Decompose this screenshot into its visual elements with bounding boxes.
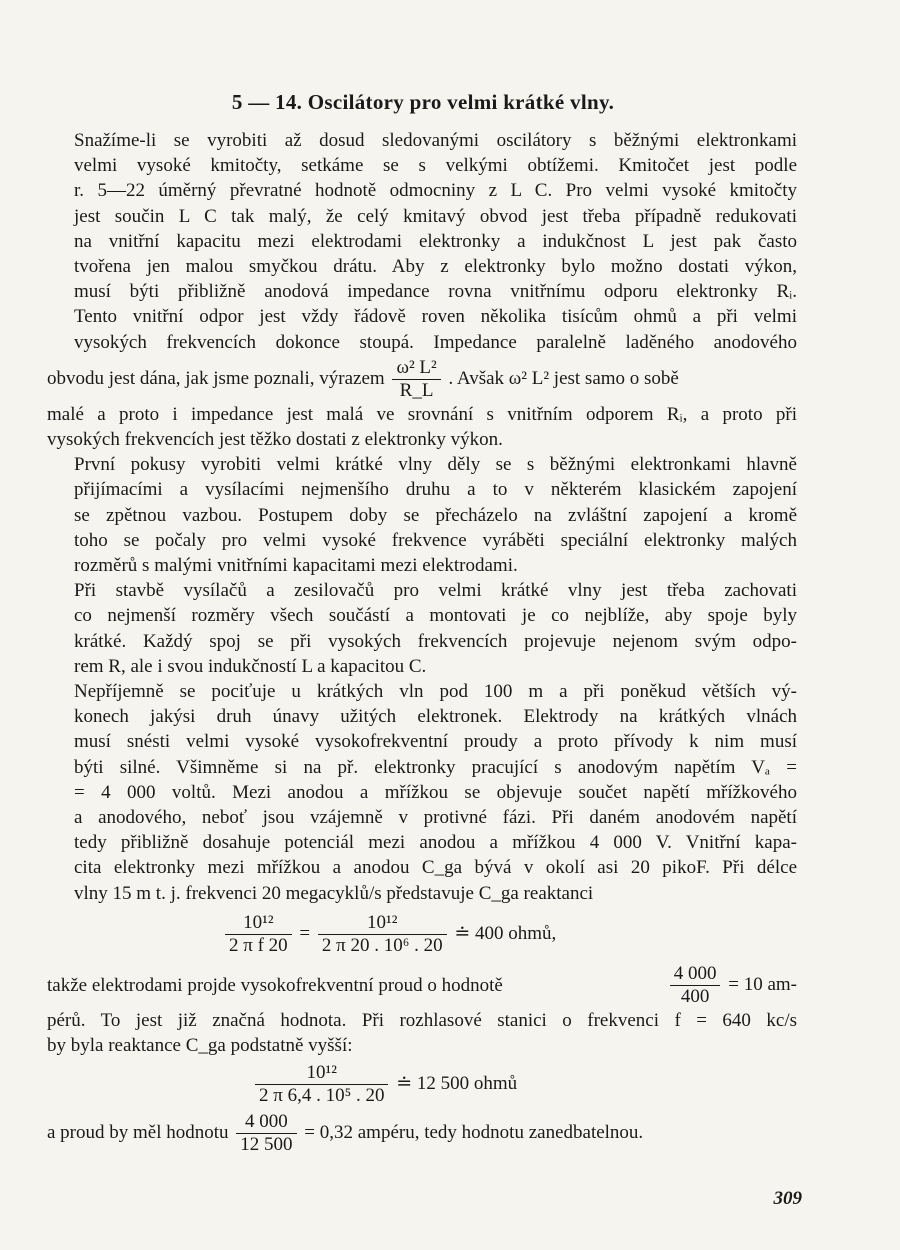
formula-text: obvodu jest dána, jak jsme poznali, výrazem — [47, 367, 385, 389]
text-line: Nepříjemně se pociťuje u krátkých vln pod 100 m a při poněkud větších vý- — [74, 681, 797, 703]
equation-result: ≐ 400 ohmů, — [454, 922, 557, 944]
text-line: Při stavbě vysílačů a zesilovačů pro velmi krátké vlny jest třeba zachovati — [74, 580, 797, 602]
text-line: velmi vysoké kmitočty, setkáme se s velkými obtížemi. Kmitočet jest podle — [74, 155, 797, 177]
fraction-denominator: 2 π 6,4 . 10⁵ . 20 — [255, 1084, 388, 1107]
fraction-numerator: 10¹² — [243, 911, 274, 933]
text-line: rozměrů s malými vnitřními kapacitami mezi elektrodami. — [74, 555, 518, 577]
fraction-denominator: 400 — [670, 985, 721, 1008]
text-line: konech jakýsi druh únavy užitých elektronek. Elektrody na krátkých vlnách — [74, 706, 797, 728]
text-line: r. 5—22 úměrný převratné hodnotě odmocniny z L C. Pro velmi vysoké kmitočty — [74, 180, 797, 202]
equation-fraction — [255, 1062, 388, 1107]
fraction-denominator: 12 500 — [236, 1133, 296, 1156]
text-line: na vnitřní kapacitu mezi elektrodami elektronky a indukčnost L jest pak často — [74, 230, 797, 252]
equals-sign: = — [299, 922, 311, 944]
reactance-equation — [222, 912, 797, 957]
formula-text: a proud by měl hodnotu — [47, 1122, 229, 1144]
text-line: a anodového, neboť jsou vzájemně v protivné fázi. Při daném anodovém napětí — [74, 807, 797, 829]
final-current-fraction — [236, 1111, 296, 1156]
paragraph-3 — [47, 578, 797, 679]
page-number: 309 — [773, 1188, 802, 1209]
text-line: Snažíme-li se vyrobiti až dosud sledovanými oscilátory s běžnými elektronkami — [74, 130, 797, 151]
fraction-numerator: ω² L² — [396, 356, 437, 378]
text-line: cita elektronky mezi mřížkou a anodou C_ga bývá v okolí asi 20 pikoF. Při délce — [74, 857, 797, 879]
current-formula-line — [47, 963, 797, 1008]
current-fraction — [670, 963, 721, 1008]
equation-result: ≐ 12 500 ohmů — [396, 1073, 518, 1095]
paragraph-2 — [47, 452, 797, 578]
fraction-numerator: 10¹² — [306, 1062, 337, 1084]
final-current-line — [47, 1111, 797, 1156]
fraction-denominator: 2 π f 20 — [225, 934, 292, 957]
formula-text: = 0,32 ampéru, tedy hodnotu zanedbatelnou. — [304, 1122, 644, 1144]
fraction-numerator: 10¹² — [367, 911, 398, 933]
text-line: krátké. Každý spoj se při vysokých frekvencích projevuje nejenom svým odpo- — [74, 630, 797, 652]
text-line: co nejmenší rozměry všech součástí a montovati je co nejblíže, aby spoje byly — [74, 605, 797, 627]
text-line: musí býti přibližně anodová impedance rovna vnitřnímu odporu elektronky Rᵢ. — [74, 281, 797, 303]
fraction-numerator: 4 000 — [245, 1111, 288, 1133]
fraction-denominator: 2 π 20 . 10⁶ . 20 — [318, 934, 447, 957]
text-line: vysokých frekvencích dokonce stoupá. Impedance paralelně laděného anodového — [74, 331, 797, 353]
current-fraction-group — [667, 963, 797, 1008]
section-heading: 5 — 14. Oscilátory pro velmi krátké vlny. — [231, 90, 615, 114]
body-text — [47, 128, 797, 1156]
text-line: vysokých frekvencích jest těžko dostati z elektronky výkon. — [47, 429, 503, 451]
paragraph-1-end — [47, 402, 797, 452]
impedance-fraction — [392, 357, 440, 402]
text-line: pérů. To jest již značná hodnota. Při rozhlasové stanici o frekvenci f = 640 kc/s — [47, 1009, 797, 1031]
impedance-formula-line — [47, 357, 797, 402]
text-line: tvořena jen malou smyčkou drátu. Aby z elektronky bylo možno dostati výkon, — [74, 256, 797, 278]
text-line: První pokusy vyrobiti velmi krátké vlny děly se s běžnými elektronkami hlavně — [74, 454, 797, 476]
text-line: tedy přibližně dosahuje potenciál mezi anodou a mřížkou 4 000 V. Vnitřní kapa- — [74, 832, 797, 854]
paragraph-1 — [47, 128, 797, 355]
text-line: Tento vnitřní odpor jest vždy řádově roven několika tisícům ohmů a při velmi — [74, 306, 797, 328]
text-line: by byla reaktance C_ga podstatně vyšší: — [47, 1035, 353, 1057]
formula-text: . Avšak ω² L² jest samo o sobě — [448, 367, 679, 389]
broadcast-reactance-equation — [252, 1062, 797, 1107]
text-line: = 4 000 voltů. Mezi anodou a mřížkou se objevuje součet napětí mřížkového — [74, 781, 797, 803]
formula-text: takže elektrodami projde vysokofrekventní proud o hodnotě — [47, 974, 503, 996]
text-line: musí snésti velmi vysoké vysokofrekventní proudy a proto přívody k nim musí — [74, 731, 797, 753]
text-line: vlny 15 m t. j. frekvenci 20 megacyklů/s představuje C_ga reaktanci — [74, 882, 594, 904]
text-line: přijímacími a vysílacími nejmenšího druhu a to v některém klasickém zapojení — [74, 479, 797, 501]
paragraph-4 — [47, 679, 797, 906]
text-line: býti silné. Všimněme si na př. elektronky pracující s anodovým napětím Vₐ = — [74, 756, 797, 778]
fraction-numerator: 4 000 — [673, 962, 717, 984]
formula-text: = 10 am- — [728, 973, 797, 995]
text-line: se zpětnou vazbou. Postupem doby se přecházelo na zvláštní zapojení a kromě — [74, 504, 797, 526]
text-line: malé a proto i impedance jest malá ve srovnání s vnitřním odporem Rᵢ, a proto při — [47, 403, 797, 425]
paragraph-5 — [47, 1008, 797, 1058]
text-line: toho se počaly pro velmi vysoké frekvence vyráběti speciální elektronky malých — [74, 529, 797, 551]
text-line: rem R, ale i svou indukčností L a kapacitou C. — [74, 655, 427, 677]
equation-fraction — [225, 912, 292, 957]
text-line: jest součin L C tak malý, že celý kmitavý obvod jest třeba případně redukovati — [74, 205, 797, 227]
equation-fraction — [318, 912, 447, 957]
fraction-denominator: R_L — [392, 379, 440, 402]
